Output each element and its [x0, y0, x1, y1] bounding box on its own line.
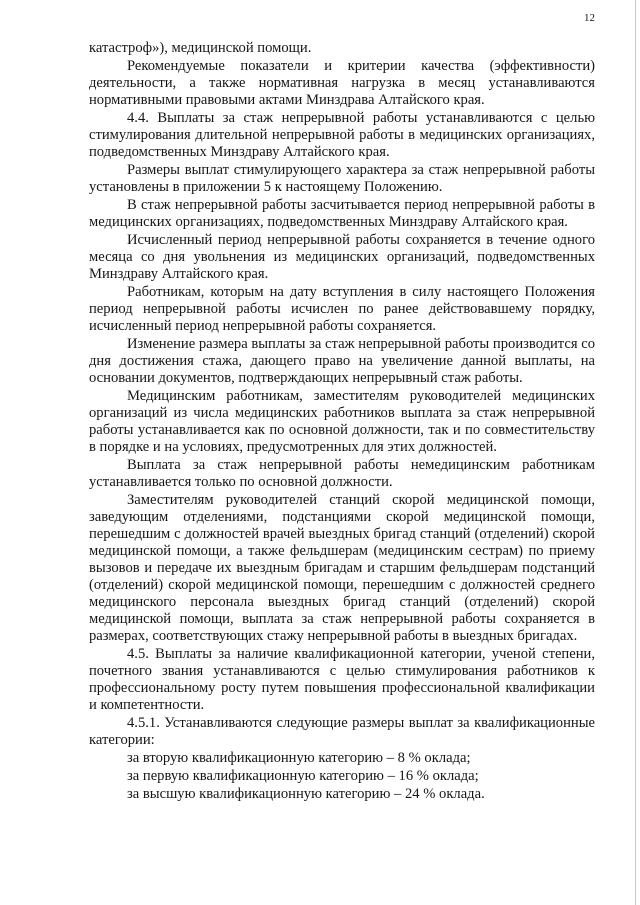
section-4-4-paragraph: 4.4. Выплаты за стаж непрерывной работы устанавливаются с целью стимулирования длительной непрерывной работы в медицинских организациях, подведомственных Минздраву Алтайского края.	[89, 110, 595, 160]
paragraph: Изменение размера выплаты за стаж непрерывной работы производится со дня достижения стажа, дающего право на увеличение данной выплаты, на основании документов, подтверждающих непрерывный стаж работы.	[89, 336, 595, 386]
list-item: за первую квалификационную категорию – 16 % оклада;	[127, 768, 479, 784]
paragraph: Размеры выплат стимулирующего характера за стаж непрерывной работы установлены в приложении 5 к настоящему Положению.	[89, 162, 595, 195]
list-item: за высшую квалификационную категорию – 24 % оклада.	[127, 786, 485, 802]
paragraph: Исчисленный период непрерывной работы сохраняется в течение одного месяца со дня увольнения из медицинских организаций, подведомственных Минздраву Алтайского края.	[89, 232, 595, 282]
paragraph: Выплата за стаж непрерывной работы немедицинским работникам устанавливается только по основной должности.	[89, 457, 595, 490]
list-item: за вторую квалификационную категорию – 8 % оклада;	[127, 750, 471, 766]
paragraph: Работникам, которым на дату вступления в силу настоящего Положения период непрерывной работы исчислен по ранее действовавшему порядку, исчисленный период непрерывной работы сохраняется.	[89, 284, 595, 334]
scan-edge-line	[635, 0, 636, 905]
page-number: 12	[584, 12, 595, 24]
paragraph: В стаж непрерывной работы засчитывается период непрерывной работы в медицинских организациях, подведомственных Минздраву Алтайского края.	[89, 197, 595, 230]
section-4-5-paragraph: 4.5. Выплаты за наличие квалификационной категории, ученой степени, почетного звания устанавливаются с целью стимулирования работников к профессиональному росту путем повышения профессиональной квалификации и компетентности.	[89, 646, 595, 713]
document-body	[89, 40, 595, 804]
paragraph: Рекомендуемые показатели и критерии качества (эффективности) деятельности, а также нормативная нагрузка в месяц устанавливаются нормативными правовыми актами Минздрава Алтайского края.	[89, 58, 595, 108]
section-4-5-1-paragraph: 4.5.1. Устанавливаются следующие размеры выплат за квалификационные категории:	[89, 715, 595, 748]
paragraph: Медицинским работникам, заместителям руководителей медицинских организаций из числа медицинских работников выплата за стаж непрерывной работы устанавливается как по основной должности, так и по совместительству в порядке и на условиях, предусмотренных для этих должностей.	[89, 388, 595, 455]
paragraph: катастроф»), медицинской помощи.	[89, 40, 312, 56]
paragraph: Заместителям руководителей станций скорой медицинской помощи, заведующим отделениями, подстанциями скорой медицинской помощи, перешедшим с должностей врачей выездных бригад станций (отделений) скорой медицинской помощи, а также фельдшерам (медицинским сестрам) по приему вызовов и передаче их выездным бригадам и старшим фельдшерам подстанций (отделений) скорой медицинской помощи, перешедшим с должностей среднего медицинского персонала выездных бригад станций (отделений) скорой медицинской помощи, выплата за стаж непрерывной работы сохраняется в размерах, соответствующих стажу непрерывной работы в выездных бригадах.	[89, 492, 595, 644]
